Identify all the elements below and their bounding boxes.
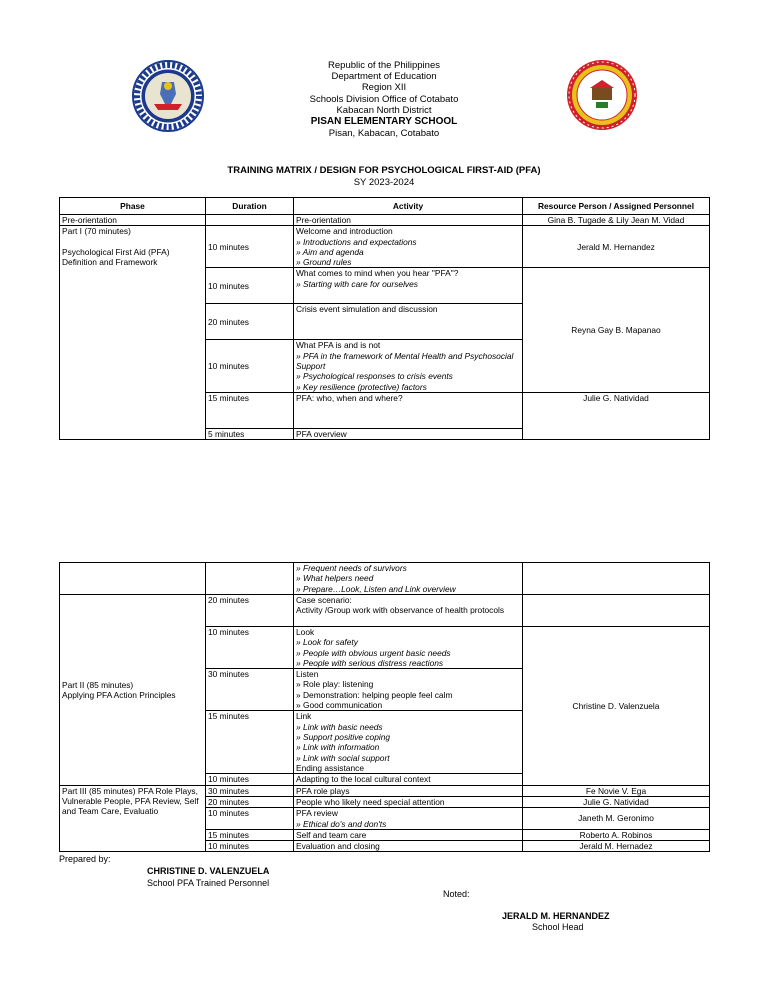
activity-cell: People who likely need special attention: [294, 796, 523, 807]
header-line-4: Schools Division Office of Cotabato: [309, 94, 459, 105]
duration-cell: 10 minutes: [206, 226, 294, 268]
activity-cell: [294, 268, 523, 304]
noted-label: Noted:: [443, 889, 470, 899]
table-cell: Gina B. Tugade & Lily Jean M. Vidad: [523, 215, 710, 226]
table-cell: [206, 563, 294, 595]
school-head-name: JERALD M. HERNANDEZ: [502, 911, 610, 921]
phase-cell-part2: [60, 595, 206, 786]
activity-bullet: » Ground rules: [296, 257, 352, 268]
training-matrix-table-2: [59, 562, 710, 852]
school-name: PISAN ELEMENTARY SCHOOL: [310, 116, 458, 127]
duration-cell: 30 minutes: [206, 669, 294, 711]
activity-bullet: » Good communication: [296, 700, 383, 711]
activity-text: PFA review: [296, 808, 338, 819]
activity-text: Activity /Group work with observance of health protocols: [296, 605, 505, 616]
col-resource: Resource Person / Assigned Personnel: [523, 198, 710, 215]
table-cell: [523, 563, 710, 595]
duration-cell: 20 minutes: [206, 595, 294, 627]
phase-desc: Applying PFA Action Principles: [62, 689, 176, 700]
col-duration: Duration: [206, 198, 294, 215]
activity-cell: Evaluation and closing: [294, 841, 523, 852]
duration-cell: 30 minutes: [206, 785, 294, 796]
activity-cell: [294, 627, 523, 669]
resource-cell: Jerald M. Hernandez: [523, 226, 710, 268]
activity-bullet: » Link with social support: [296, 752, 390, 763]
activity-bullet: » Ethical do's and don'ts: [296, 818, 387, 829]
activity-text: Listen: [296, 669, 319, 680]
duration-cell: 20 minutes: [206, 796, 294, 807]
duration-cell: 20 minutes: [206, 304, 294, 340]
col-activity: Activity: [294, 198, 523, 215]
resource-cell: Jerald M. Hernadez: [523, 841, 710, 852]
activity-cell: [294, 711, 523, 774]
resource-cell: Reyna Gay B. Mapanao: [523, 268, 710, 392]
activity-bullet: » Aim and agenda: [296, 246, 364, 257]
activity-cell: [294, 563, 523, 595]
duration-cell: 10 minutes: [206, 627, 294, 669]
resource-cell: Julie G. Natividad: [523, 392, 710, 439]
activity-cell: [294, 808, 523, 830]
document-title: TRAINING MATRIX / DESIGN FOR PSYCHOLOGICAL FIRST-AID (PFA): [227, 165, 541, 176]
duration-cell: 10 minutes: [206, 268, 294, 304]
preparer-name: CHRISTINE D. VALENZUELA: [147, 866, 270, 876]
phase-title: Part I (70 minutes): [62, 226, 131, 237]
duration-cell: 5 minutes: [206, 428, 294, 439]
school-address: Pisan, Kabacan, Cotabato: [328, 128, 440, 139]
prepared-by-label: Prepared by:: [59, 854, 111, 864]
resource-cell: Christine D. Valenzuela: [523, 627, 710, 786]
activity-text: Ending assistance: [296, 762, 364, 773]
activity-bullet: » Psychological responses to crisis events: [296, 371, 453, 382]
duration-cell: 10 minutes: [206, 340, 294, 392]
duration-cell: 15 minutes: [206, 392, 294, 428]
activity-bullet: » Look for safety: [296, 637, 358, 648]
activity-cell: Crisis event simulation and discussion: [294, 304, 523, 340]
activity-cell: [294, 669, 523, 711]
activity-text: What PFA is and is not: [296, 340, 381, 351]
duration-cell: 10 minutes: [206, 808, 294, 830]
activity-bullet: » Prepare…Look, Listen and Link overview: [296, 583, 456, 594]
table-cell: [206, 215, 294, 226]
activity-cell: [294, 340, 523, 392]
activity-bullet: » Support positive coping: [296, 731, 391, 742]
activity-text: Welcome and introduction: [296, 226, 393, 237]
activity-bullet: » PFA in the framework of Mental Health and Psychosocial Support: [296, 350, 514, 372]
school-year: SY 2023-2024: [353, 177, 415, 188]
activity-cell: [294, 226, 523, 268]
duration-cell: 15 minutes: [206, 711, 294, 774]
activity-bullet: » Demonstration: helping people feel calm: [296, 689, 453, 700]
resource-cell: Fe Novie V. Ega: [523, 785, 710, 796]
header-line-2: Department of Education: [331, 71, 437, 82]
resource-cell: Julie G. Natividad: [523, 796, 710, 807]
phase-cell-part3: Part III (85 minutes) PFA Role Plays, Vulnerable People, PFA Review, Self and Team Care, Evaluatio: [60, 785, 206, 852]
activity-text: What comes to mind when you hear "PFA"?: [296, 268, 459, 279]
table-cell: Pre-orientation: [294, 215, 523, 226]
duration-cell: 10 minutes: [206, 774, 294, 785]
header-line-1: Republic of the Philippines: [328, 60, 440, 71]
activity-bullet: » Starting with care for ourselves: [296, 278, 418, 289]
activity-cell: PFA role plays: [294, 785, 523, 796]
resource-cell: Roberto A. Robinos: [523, 829, 710, 840]
activity-text: Case scenario:: [296, 595, 352, 605]
school-head-role: School Head: [532, 922, 584, 932]
activity-cell: Self and team care: [294, 829, 523, 840]
activity-bullet: » Frequent needs of survivors: [296, 563, 407, 573]
activity-text: Link: [296, 711, 312, 722]
header-line-3: Region XII: [361, 82, 407, 93]
phase-title: Part II (85 minutes): [62, 679, 134, 690]
activity-bullet: » Key resilience (protective) factors: [296, 381, 427, 392]
duration-cell: 10 minutes: [206, 841, 294, 852]
activity-cell: PFA: who, when and where?: [294, 392, 523, 428]
phase-desc: Psychological First Aid (PFA) Definition and Framework: [62, 246, 170, 267]
activity-bullet: » Link with basic needs: [296, 721, 383, 732]
table-cell: [523, 595, 710, 627]
activity-bullet: » People with serious distress reactions: [296, 657, 444, 668]
table-cell: Pre-orientation: [60, 215, 206, 226]
activity-bullet: » Introductions and expectations: [296, 236, 417, 247]
resource-cell: Janeth M. Geronimo: [523, 808, 710, 830]
activity-bullet: » Link with information: [296, 742, 380, 753]
col-phase: Phase: [60, 198, 206, 215]
header-line-5: Kabacan North District: [336, 105, 432, 116]
duration-cell: 15 minutes: [206, 829, 294, 840]
phase-cell-part1: [60, 226, 206, 440]
table-cell: [60, 563, 206, 595]
activity-bullet: » Role play: listening: [296, 679, 374, 690]
activity-bullet: » People with obvious urgent basic needs: [296, 647, 451, 658]
activity-bullet: » What helpers need: [296, 573, 374, 584]
activity-cell: [294, 595, 523, 627]
training-matrix-table-1: [59, 197, 710, 440]
preparer-role: School PFA Trained Personnel: [147, 878, 270, 888]
activity-text: Look: [296, 627, 315, 637]
activity-cell: Adapting to the local cultural context: [294, 774, 523, 785]
activity-cell: PFA overview: [294, 428, 523, 439]
